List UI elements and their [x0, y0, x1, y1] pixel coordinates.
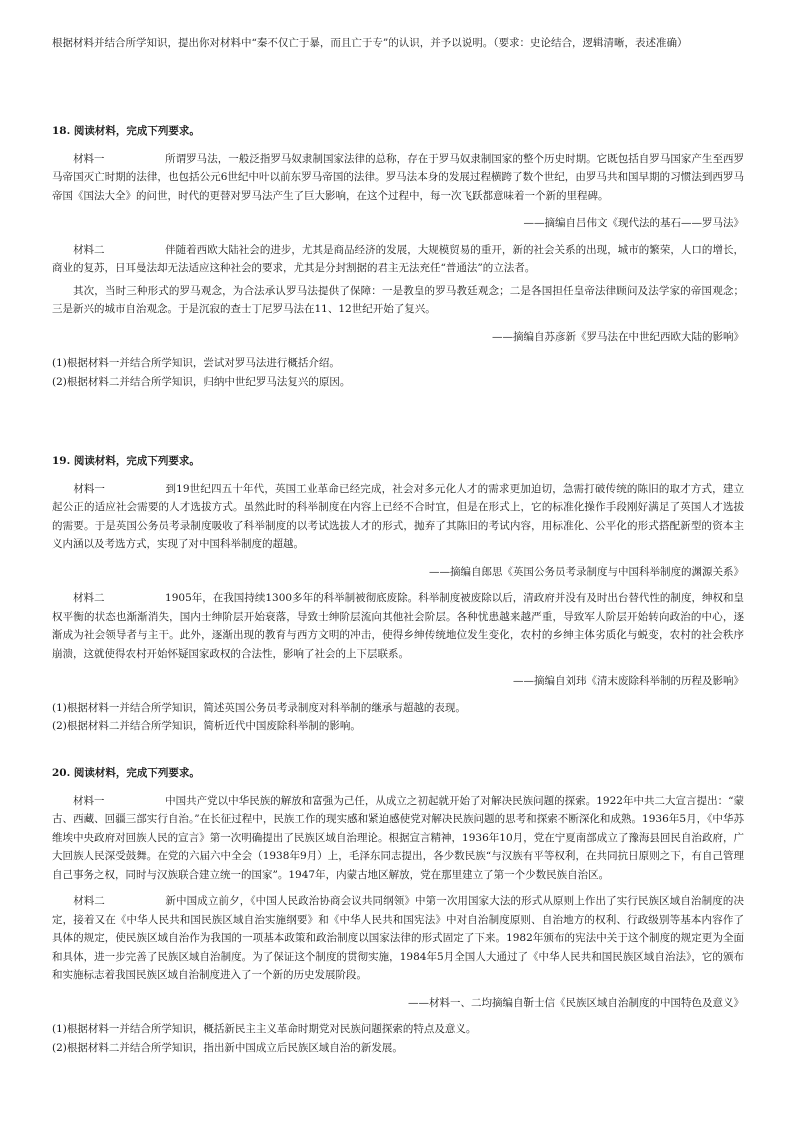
question-19 [52, 452, 744, 736]
q19-material-2 [52, 589, 744, 663]
q19-material-1-label: 材料一 [73, 482, 105, 495]
q18-material-2-source: ——摘编自苏彦新《罗马法在中世纪西欧大陆的影响》 [492, 330, 744, 343]
intro-question-text: 根据材料并结合所学知识，提出你对材料中“秦不仅亡于暴，而且亡于专”的认识，并予以说明。（要求：史论结合，逻辑清晰，表述准确） [52, 37, 688, 49]
q19-subquestion-1: (1)根据材料一并结合所学知识，简述英国公务员考录制度对科举制的继承与超越的表现。 [52, 701, 466, 714]
q20-material-2-source: ——材料一、二均摘编自靳士信《民族区域自治制度的中国特色及意义》 [408, 996, 744, 1009]
q18-material-1-source: ——摘编自吕伟文《现代法的基石——罗马法》 [523, 217, 744, 229]
question-18-title: 18. 阅读材料，完成下列要求。 [52, 125, 200, 137]
q18-material-2-text: 伴随着西欧大陆社会的进步，尤其是商品经济的发展，大规模贸易的重开，新的社会关系的出现，城市的繁荣，人口的增长，商业的复苏，日耳曼法却无法适应这种社会的要求，尤其是分封割据的君主无法充任“普通法”的立法者。 [52, 243, 745, 274]
q19-material-1-source: ——摘编自郎思《英国公务员考录制度与中国科举制度的渊源关系》 [429, 565, 744, 578]
intro-section [52, 34, 744, 53]
question-18 [52, 122, 744, 391]
q20-material-1-label: 材料一 [73, 794, 105, 807]
q19-material-2-label: 材料二 [73, 592, 105, 604]
q19-material-1-text: 到19世纪四五十年代，英国工业革命已经完成，社会对多元化人才的需求更加迫切，急需打破传统的陈旧的取才方式，建立起公正的适应社会需要的人才选拔方式。虽然此时的科举制度在内容上已经不合时宜，但是在形式上，它的标准化操作手段刚好满足了英国人才选拔的需要。于是英国公务员考录制度吸收了科举制度的以考试选拔人才的形式，抛弃了其陈旧的考试内容，用标准化、公平化的形式搭配新型的资本主义内涵以及考选方式，实现了对中国科举制度的超越。 [52, 482, 745, 550]
q18-subquestion-2: (2)根据材料二并结合所学知识，归纳中世纪罗马法复兴的原因。 [52, 375, 351, 388]
q20-subquestion-1: (1)根据材料一并结合所学知识，概括新民主主义革命时期党对民族问题探索的特点及意义。 [52, 1023, 477, 1035]
question-20 [52, 764, 744, 1057]
q18-material-2 [52, 241, 744, 278]
q19-subquestion-2: (2)根据材料二并结合所学知识，简析近代中国废除科举制的影响。 [52, 720, 361, 732]
q18-material-2-text-2: 其次，当时三种形式的罗马观念，为合法承认罗马法提供了保障：一是教皇的罗马教廷观念；二是各国担任皇帝法律顾问及法学家的帝国观念；三是新兴的城市自治观念。于是沉寂的查士丁尼罗马法在11、12世纪开始了复兴。 [52, 284, 744, 315]
q18-material-2-label: 材料二 [73, 243, 105, 256]
q18-subquestion-1: (1)根据材料一并结合所学知识，尝试对罗马法进行概括介绍。 [52, 357, 340, 369]
q20-subquestion-2: (2)根据材料二并结合所学知识，指出新中国成立后民族区域自治的新发展。 [52, 1041, 403, 1054]
question-20-title: 20. 阅读材料，完成下列要求。 [52, 767, 200, 779]
q20-material-2 [52, 892, 744, 985]
q19-material-2-source: ——摘编自刘玮《清末废除科举制的历程及影响》 [513, 675, 744, 687]
q18-material-1-label: 材料一 [73, 152, 105, 165]
q20-material-2-label: 材料二 [73, 895, 105, 907]
q20-material-2-text: 新中国成立前夕，《中国人民政治协商会议共同纲领》中第一次用国家大法的形式从原则上作出了实行民族区域自治制度的决定，接着又在《中华人民共和国民族区域自治实施纲要》和《中华人民共和国宪法》中对自治制度原则、自治地方的权利、行政级别等基本内容作了具体的规定，使民族区域自治作为我国的一项基本政策和政治制度以国家法律的形式固定了下来。1982年颁布的宪法中关于这个制度的规定更为全面和具体，进一步完善了民族区域自治制度。为了保证这个制度的贯彻实施，1984年5月全国人大通过了《中华人民共和国民族区域自治法》，它的颁布和实施标志着我国民族区域自治制度进入了一个新的历史发展阶段。 [52, 895, 745, 981]
q20-material-1-text: 中国共产党以中华民族的解放和富强为己任，从成立之初起就开始了对解决民族问题的探索。1922年中共二大宣言提出：“蒙古、西藏、回疆三部实行自治。”在长征过程中，民族工作的现实感和紧迫感使党对解决民族问题的思考和探索不断深化和成熟。1936年5月，《中华苏维埃中央政府对回族人民的宣言》第一次明确提出了民族区域自治理论。根据宣言精神，1936年10月，党在宁夏南部成立了豫海县回民自治政府，广大回族人民深受鼓舞。在党的六届六中全会（1938年9月）上，毛泽东同志提出，各少数民族“与汉族有平等权利，在共同抗日原则之下，有自己管理自己事务之权，同时与汉族联合建立统一的国家”。1947年，内蒙古地区解放，党在那里建立了第一个少数民族自治区。 [52, 794, 745, 881]
q19-material-1 [52, 480, 744, 554]
q18-material-1-text: 所谓罗马法，一般泛指罗马奴隶制国家法律的总称，存在于罗马奴隶制国家的整个历史时期。它既包括自罗马国家产生至西罗马帝国灭亡时期的法律，也包括公元6世纪中叶以前东罗马帝国的法律。罗马法本身的发展过程横跨了数个世纪，由罗马共和国早期的习惯法到西罗马帝国《国法大全》的问世，时代的更替对罗马法产生了巨大影响，在这个过程中，每一次飞跃都意味着一个新的里程碑。 [52, 152, 745, 202]
question-19-title: 19. 阅读材料，完成下列要求。 [52, 455, 200, 467]
q19-material-2-text: 1905年，在我国持续1300多年的科举制被彻底废除。科举制度被废除以后，清政府并没有及时出台替代性的制度，绅权和皇权平衡的状态也渐渐消失，国内士绅阶层开始衰落，导致士绅阶层流向其他社会阶层。各种忧患越来越严重，导致军人阶层开始转向政治的中心，逐渐成为社会领导者与主干。此外，逐渐出现的教育与西方文明的冲击，使得乡绅传统地位发生变化，农村的乡绅主体劣质化与蜕变，农村的社会秩序崩溃，这就使得农村开始怀疑国家政权的合法性，影响了社会的上下层联系。 [52, 592, 744, 660]
q20-material-1 [52, 792, 744, 885]
q18-material-1 [52, 150, 744, 206]
